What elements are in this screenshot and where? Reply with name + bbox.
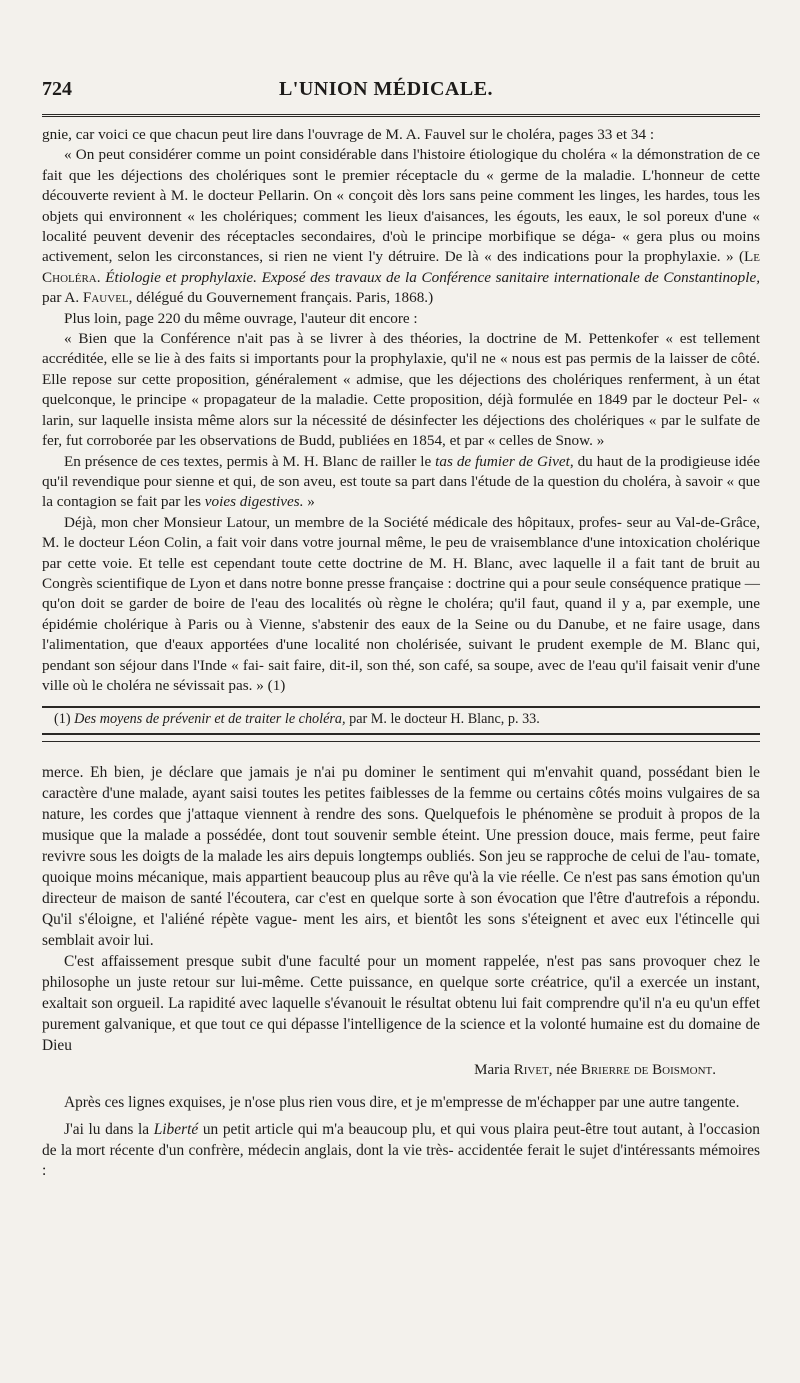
- block-quote: « Bien que la Conférence n'ait pas à se livrer à des théories, la doctrine de M. Pettenkofer « est tellement accréditée, elle se lie à des faits si importants pour la prophylaxie, qu'il ne « nous est pas permis de la laisser de côté. Elle repose sur cette proposition, généralement « admise, que les déjections des cholériques renferment, à un état quelconque, le principe « propagateur de la maladie. Cette proposition, déjà formulée en 1849 par le docteur Pel- « larin, sur laquelle insista même alors sur la nécessité de désinfecter les déjections des cholériques « par le sulfate de fer, fut corroborée par les observations de Budd, publiées en 1854, et par « celles de Snow. »: [42, 330, 760, 450]
- paragraph: [42, 452, 760, 513]
- italic-run: voies digestives.: [204, 493, 304, 511]
- sig-text: , née: [548, 1062, 581, 1079]
- italic-run: Liberté: [153, 1120, 199, 1138]
- signature: [42, 1062, 716, 1079]
- paragraph: C'est affaissement presque subit d'une faculté pour un moment rappelée, n'est pas sans provoquer chez le philosophe un juste retour sur lui-même. Cette puissance, en quelque sorte créatrice, qu'il a exercée un instant, exaltait son orgueil. La rapidité avec laquelle s'évanouit le résultat obtenu lui fait comprendre qu'il n'a eu qu'un effet purement galvanique, et que tout ce qui dépasse l'intelligence de la science et la volonté humaine est du domaine de Dieu: [42, 953, 760, 1055]
- paragraph: gnie, car voici ce que chacun peut lire dans l'ouvrage de M. A. Fauvel sur le choléra, pages 33 et 34 :: [42, 126, 655, 143]
- block-quote: [42, 145, 760, 308]
- main-article: [42, 125, 760, 729]
- text-run: J'ai lu dans la: [64, 1120, 154, 1138]
- paragraph: merce. Eh bien, je déclare que jamais je n'ai pu dominer le sentiment qui m'envahit quand, possédant bien le caractère d'une malade, ayant saisi toutes les petites faiblesses de la femme ou certains côtés moins vulgaires de sa nature, les cordes que j'attaque viennent à rendre des sons. Quelquefois le phénomène se produit à propos de la musique que la malade a possédée, dont tout souvenir semble éteint. Une pression douce, mais ferme, peut faire revivre sous les doigts de la malade les airs depuis longtemps oubliés. Son jeu se rapproche de celui de l'au- tomate, quoique moins mécanique, mais appartient beaucoup plus au rêve qu'à la vie réelle. Ce n'est pas sans émotion qu'un directeur de maison de santé l'écoutera, car c'est en quelque sorte à son évocation que l'être d'autrefois a répondu. Qu'il s'éloigne, et l'aliéné répète vague- ment les airs, et bientôt les sons s'éteignent et avec eux l'étincelle qui semblait avoir lui.: [42, 764, 760, 950]
- quote-source-italic: Étiologie et prophylaxie. Exposé des travaux de la Conférence sanitaire internationale de Constantinople,: [100, 268, 760, 286]
- paragraph: Après ces lignes exquises, je n'ose plus rien vous dire, et je m'empresse de m'échapper par une autre tangente.: [64, 1094, 740, 1112]
- sig-name: Brierre de Boismont: [580, 1062, 713, 1079]
- quote-text: « On peut considérer comme un point considérable dans l'histoire étiologique du choléra « la démonstration de ce fait que les déjections des cholériques sont le premier réceptacle du « germe de la maladie. L'honneur de cette découverte revient à M. le docteur Pellarin. On « conçoit dès lors sans peine comment les linges, les hardes, tous les objets qui environnent « les cholériques; comment les lieux d'aisances, les égouts, les eaux, le sol poreux d'une « localité peuvent devenir des réceptacles secondaires, d'où le principe morbifique se déga- « gera plus ou moins activement, selon les circonstances, si rien ne vient l'y détruire. De là « des indications pour la prophylaxie. » (: [42, 146, 760, 266]
- paragraph: Plus loin, page 220 du même ouvrage, l'auteur dit encore :: [64, 309, 418, 327]
- quote-source-author: Fauvel: [82, 289, 129, 307]
- page-number: 724: [42, 78, 72, 100]
- text-run: un petit article qui m'a beaucoup plu, et qui vous plaira peut-être tout autant, à l'occasion de la mort récente d'un confrère, médecin anglais, dont la vie très- accidentée ferait le sujet d'intéressants mémoires :: [42, 1120, 760, 1180]
- page-header: [42, 78, 760, 117]
- quote-source-by: par A.: [42, 289, 83, 307]
- closing-section: [42, 1093, 760, 1181]
- sig-name: Rivet: [513, 1062, 549, 1079]
- footnote-title: Des moyens de prévenir et de traiter le choléra,: [74, 711, 346, 728]
- footnote-number: (1): [54, 711, 75, 728]
- quote-source-end: , délégué du Gouvernement français. Paris, 1868.): [128, 289, 434, 307]
- journal-title: L'UNION MÉDICALE.: [278, 78, 494, 100]
- sig-text: Maria: [474, 1062, 514, 1079]
- footnote-rule: [42, 706, 760, 708]
- feuilleton-separator: [42, 733, 760, 742]
- quote-source-title: Le Choléra.: [42, 248, 760, 286]
- text-run: , du haut de la prodigieuse idée qu'il revendique pour sienne et qui, de son aveu, est toute sa part dans l'étude de la question du choléra, à savoir « que la contagion se fait par les: [42, 452, 761, 511]
- italic-run: tas de fumier de Givet: [435, 452, 570, 470]
- footnote: [42, 710, 760, 729]
- text-run: »: [303, 493, 315, 511]
- paragraph: Déjà, mon cher Monsieur Latour, un membre de la Société médicale des hôpitaux, profes- seur au Val-de-Grâce, M. le docteur Léon Colin, a fait voir dans votre journal même, le peu de vraisemblance d'une intoxication cholérique par cette voie. Et telle est cependant toute cette doctrine de M. H. Blanc, avec laquelle il a fait tant de bruit au Congrès scientifique de Lyon et dans notre bonne presse française : doctrine qui a pour seule conséquence pratique — qu'on doit se garder de boire de l'eau des localités où règne le choléra; qu'il faut, quand il y a, par exemple, une épidémie cholérique à Paris ou à Vienne, s'abstenir des eaux de la Seine ou du Danube, et ne faire usage, dans l'alimentation, que d'eaux apportées d'une localité non cholérisée, suivant le prudent exemple de M. Blanc qui, pendant son séjour dans l'Inde « fai- sait faire, dit-il, son thé, son café, sa soupe, avec de l'eau qu'il faisait venir d'une ville où le choléra ne sévissait pas. » (1): [42, 513, 760, 694]
- paragraph: [42, 1120, 760, 1182]
- sig-text: .: [712, 1062, 716, 1079]
- footnote-text: par M. le docteur H. Blanc, p. 33.: [345, 711, 540, 728]
- text-run: En présence de ces textes, permis à M. H. Blanc de railler le: [64, 452, 436, 470]
- feuilleton: [42, 762, 760, 1079]
